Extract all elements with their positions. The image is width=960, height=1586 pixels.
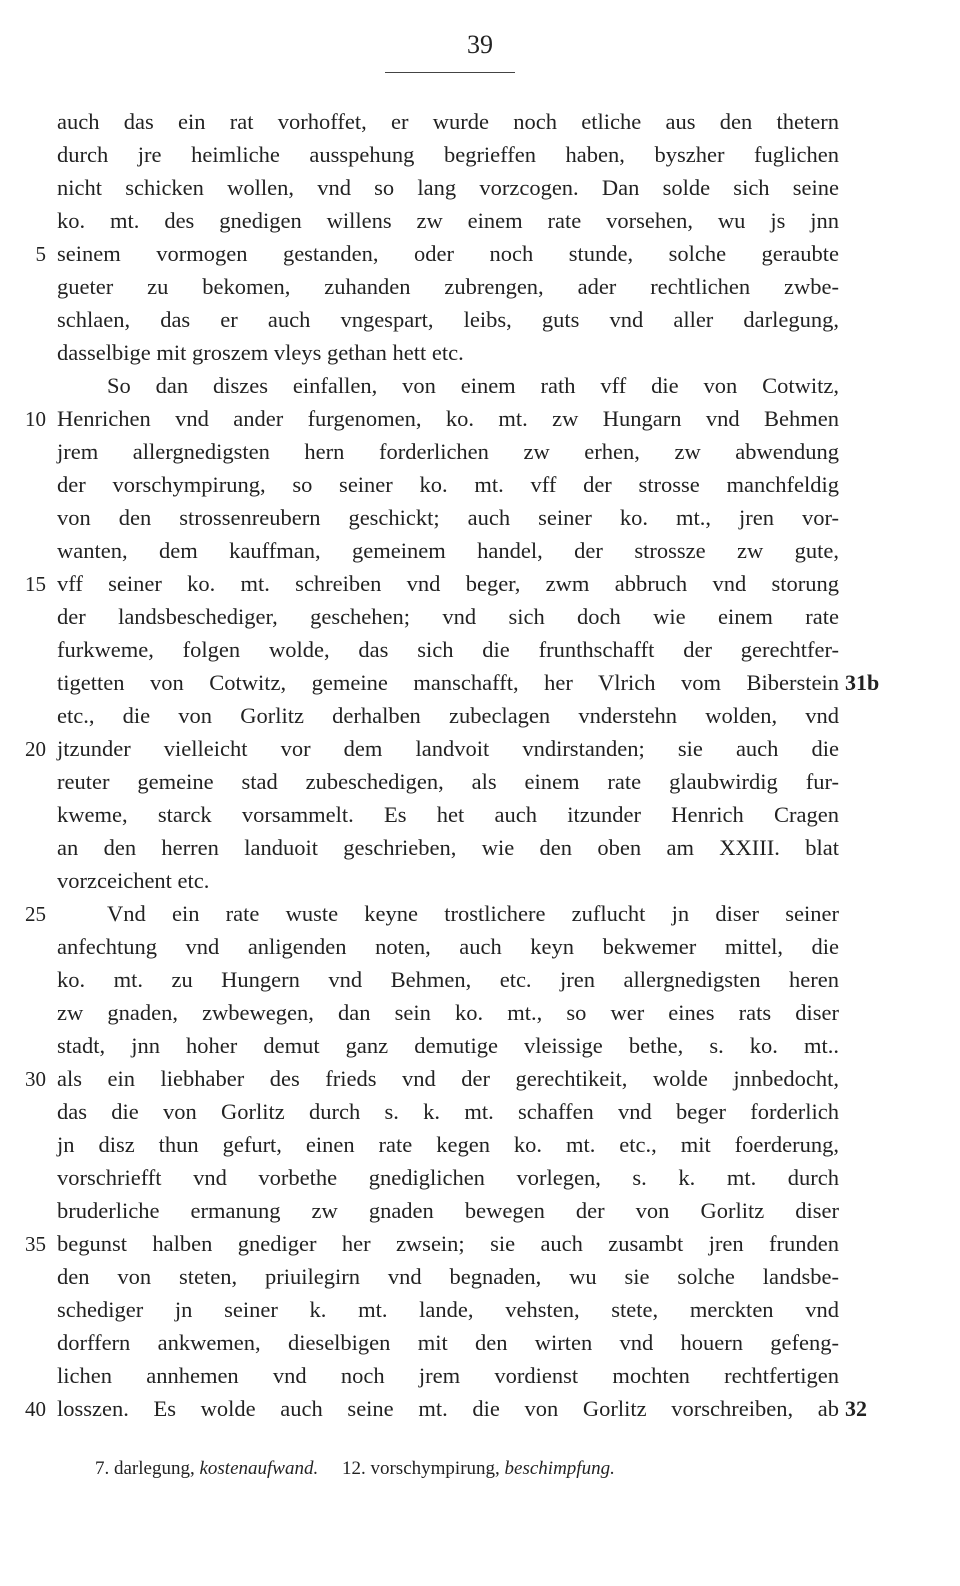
text-line-39: lichen annhemen vnd noch jrem vordienst mochten rechtfertigen	[57, 1363, 839, 1388]
text-line-30: als ein liebhaber des frieds vnd der gerechtikeit, wolde jnnbedocht,	[57, 1066, 839, 1091]
text-line-6: gueter zu bekomen, zuhanden zubrengen, ader rechtlichen zwbe-	[57, 274, 839, 299]
text-line-1: auch das ein rat vorhoffet, er wurde noch etliche aus den thetern	[57, 109, 839, 134]
text-line-31: das die von Gorlitz durch s. k. mt. schaffen vnd beger forderlich	[57, 1099, 839, 1124]
text-line-13: von den strossenreubern geschickt; auch seiner ko. mt., jren vor-	[57, 505, 839, 530]
text-line-32: jn disz thun gefurt, einen rate kegen ko. mt. etc., mit foerderung,	[57, 1132, 839, 1157]
footnote-gloss-2: beschimpfung.	[504, 1458, 615, 1479]
footnote-number-2: 12.	[341, 1458, 366, 1479]
text-line-29: stadt, jnn hoher demut ganz demutige vleissige bethe, s. ko. mt..	[57, 1033, 839, 1058]
text-line-24: vorzceichent etc.	[57, 868, 210, 893]
text-line-10: Henrichen vnd ander furgenomen, ko. mt. zw Hungarn vnd Behmen	[57, 406, 839, 431]
line-number-10: 10	[25, 407, 46, 431]
text-line-20: jtzunder vielleicht vor dem landvoit vndirstanden; sie auch die	[57, 736, 839, 761]
line-number-30: 30	[25, 1067, 46, 1091]
text-line-25: Vnd ein rate wuste keyne trostlichere zuflucht jn diser seiner	[107, 901, 839, 926]
margin-ref-31b: 31b	[845, 670, 880, 695]
text-line-12: der vorschympirung, so seiner ko. mt. vff der strosse manchfeldig	[57, 472, 839, 497]
text-line-11: jrem allergnedigsten hern forderlichen zw erhen, zw abwendung	[57, 439, 839, 464]
text-line-9: So dan diszes einfallen, von einem rath vff die von Cotwitz,	[107, 373, 839, 398]
text-line-17: furkweme, folgen wolde, das sich die frunthschafft der gerechtfer-	[57, 637, 839, 662]
text-line-15: vff seiner ko. mt. schreiben vnd beger, zwm abbruch vnd storung	[57, 571, 839, 596]
text-line-5: seinem vormogen gestanden, oder noch stunde, solche geraubte	[57, 241, 839, 266]
footnote-number-1: 7.	[95, 1458, 110, 1479]
text-line-37: schediger jn seiner k. mt. lande, vehsten, stete, merckten vnd	[57, 1297, 839, 1322]
text-line-34: bruderliche ermanung zw gnaden bewegen der von Gorlitz diser	[57, 1198, 839, 1223]
text-line-36: den von steten, priuilegirn vnd begnaden, wu sie solche landsbe-	[57, 1264, 839, 1289]
text-line-22: kweme, starck vorsammelt. Es het auch itzunder Henrich Cragen	[57, 802, 839, 827]
text-line-28: zw gnaden, zwbewegen, dan sein ko. mt., so wer eines rats diser	[57, 1000, 839, 1025]
text-line-8: dasselbige mit groszem vleys gethan hett etc.	[57, 340, 464, 365]
text-line-23: an den herren landuoit geschrieben, wie den oben am XXIII. blat	[57, 835, 839, 860]
line-number-15: 15	[25, 572, 46, 596]
text-line-33: vorschriefft vnd vorbethe gnediglichen vorlegen, s. k. mt. durch	[57, 1165, 839, 1190]
page-number: 39	[467, 30, 493, 59]
line-number-5: 5	[35, 242, 46, 266]
text-line-3: nicht schicken wollen, vnd so lang vorzcogen. Dan solde sich seine	[57, 175, 839, 200]
header-rule	[385, 72, 515, 73]
line-number-20: 20	[25, 737, 46, 761]
footnote-word-1: darlegung,	[114, 1458, 195, 1479]
text-line-4: ko. mt. des gnedigen willens zw einem rate vorsehen, wu js jnn	[57, 208, 839, 233]
margin-ref-32: 32	[845, 1396, 867, 1421]
text-line-7: schlaen, das er auch vngespart, leibs, guts vnd aller darlegung,	[57, 307, 839, 332]
line-number-25: 25	[25, 902, 46, 926]
footnote-gloss-1: kostenaufwand.	[199, 1458, 319, 1479]
text-line-16: der landsbeschediger, geschehen; vnd sich doch wie einem rate	[57, 604, 839, 629]
text-line-21: reuter gemeine stad zubeschedigen, als einem rate glaubwirdig fur-	[57, 769, 839, 794]
line-number-35: 35	[25, 1232, 46, 1256]
text-line-19: etc., die von Gorlitz derhalben zubeclagen vnderstehn wolden, vnd	[57, 703, 839, 728]
footnote-word-2: vorschympirung,	[370, 1458, 500, 1479]
text-line-38: dorffern ankwemen, dieselbigen mit den wirten vnd houern gefeng-	[57, 1330, 839, 1355]
text-line-14: wanten, dem kauffman, gemeinem handel, der strossze zw gute,	[57, 538, 839, 563]
text-line-2: durch jre heimliche ausspehung begrieffen haben, byszher fuglichen	[57, 142, 839, 167]
text-line-27: ko. mt. zu Hungern vnd Behmen, etc. jren allergnedigsten heren	[57, 967, 839, 992]
footnotes	[95, 1458, 615, 1480]
text-line-35: begunst halben gnediger her zwsein; sie auch zusambt jren frunden	[57, 1231, 839, 1256]
line-number-40: 40	[25, 1397, 46, 1421]
text-line-26: anfechtung vnd anligenden noten, auch keyn bekwemer mittel, die	[57, 934, 839, 959]
text-line-18: tigetten von Cotwitz, gemeine manschafft, her Vlrich vom Biberstein	[57, 670, 839, 695]
text-line-40: losszen. Es wolde auch seine mt. die von Gorlitz vorschreiben, ab	[57, 1396, 839, 1421]
